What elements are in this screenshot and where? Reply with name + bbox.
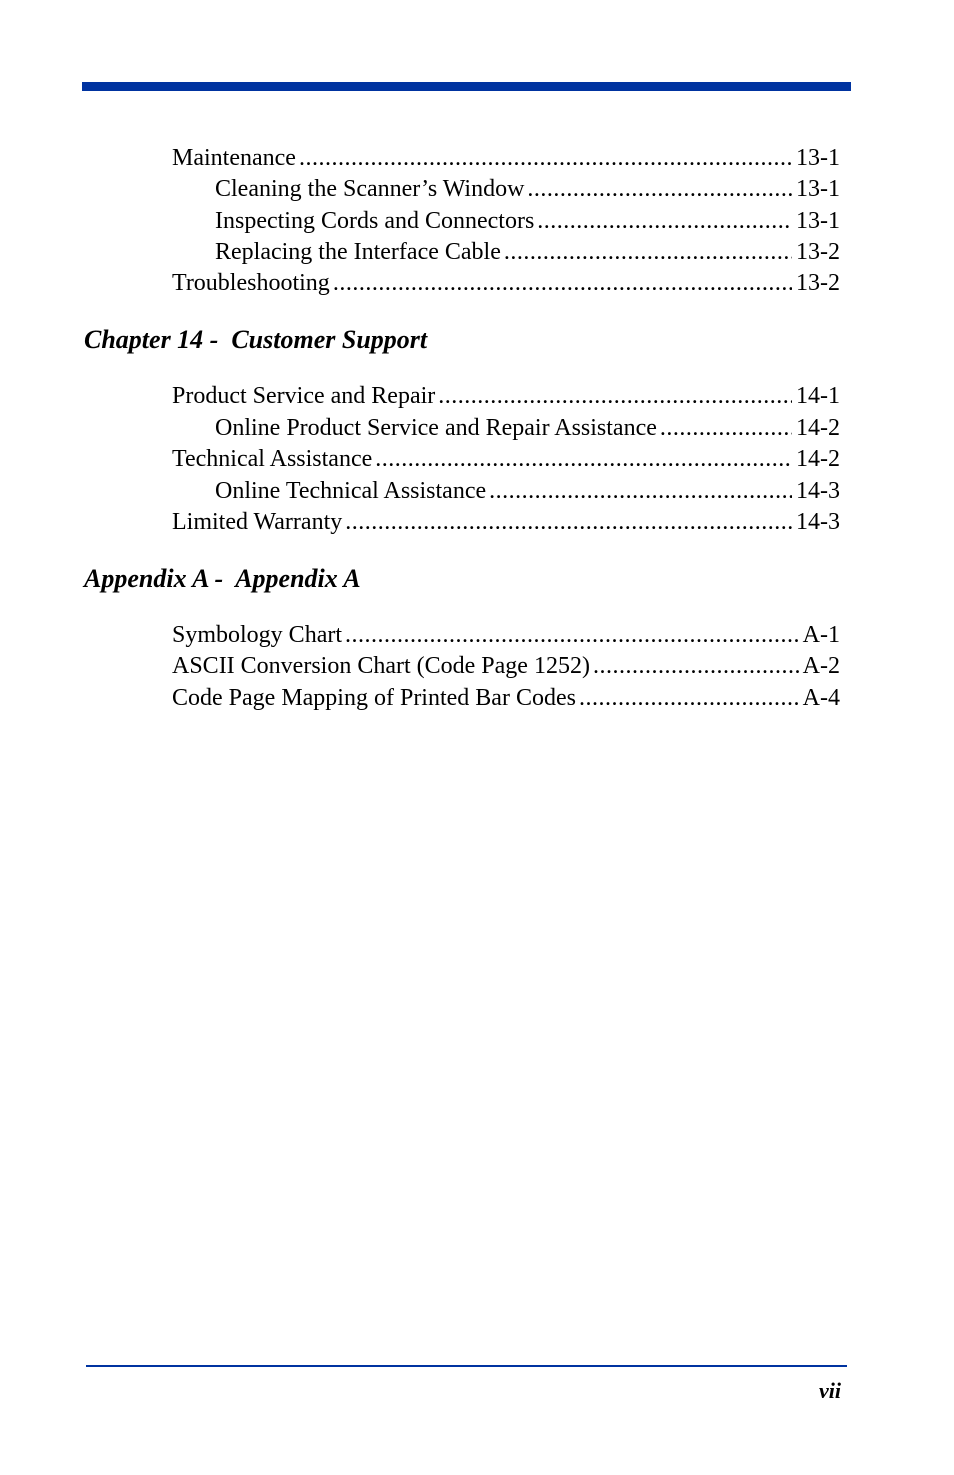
dot-leader: [345, 507, 792, 538]
dot-leader: [660, 413, 792, 444]
dot-leader: [333, 268, 792, 299]
toc-entry-page: 13-2: [796, 239, 840, 265]
footer-rule: [86, 1365, 847, 1367]
dot-leader: [537, 206, 792, 237]
toc-entry-code-page-mapping[interactable]: [172, 683, 840, 714]
toc-entry-page: A-2: [802, 653, 840, 679]
page-number: vii: [819, 1378, 841, 1403]
dot-leader: [345, 620, 799, 651]
toc-entry-product-service[interactable]: [172, 381, 840, 412]
toc-entry-page: 14-1: [796, 383, 840, 409]
toc-entry-page: 14-3: [796, 478, 840, 504]
dot-leader: [593, 651, 799, 682]
toc-entry-technical-assistance[interactable]: [172, 444, 840, 475]
header-rule: [82, 82, 851, 91]
toc-entry-label: Technical Assistance: [172, 446, 373, 472]
chapter-heading: Chapter 14 - Customer Support: [84, 325, 428, 354]
toc-entry-page: 13-1: [796, 176, 840, 202]
toc-entry-online-technical-assistance[interactable]: [215, 476, 840, 507]
toc-entry-page: A-4: [802, 685, 840, 711]
toc-entry-page: A-1: [802, 622, 840, 648]
toc-entry-label: Online Product Service and Repair Assistance: [215, 415, 657, 441]
toc-entry-label: Cleaning the Scanner’s Window: [215, 176, 525, 202]
toc-entry-inspecting-cords[interactable]: [215, 206, 840, 237]
toc-entry-label: Code Page Mapping of Printed Bar Codes: [172, 685, 576, 711]
toc-entry-label: ASCII Conversion Chart (Code Page 1252): [172, 653, 590, 679]
dot-leader: [579, 683, 799, 714]
toc-entry-page: 13-1: [796, 145, 840, 171]
toc-entry-label: Symbology Chart: [172, 622, 343, 648]
dot-leader: [438, 381, 792, 412]
toc-entry-label: Replacing the Interface Cable: [215, 239, 501, 265]
toc-entry-troubleshooting[interactable]: [172, 268, 840, 299]
toc-entry-label: Troubleshooting: [172, 270, 330, 296]
dot-leader: [527, 174, 792, 205]
toc-entry-page: 14-2: [796, 446, 840, 472]
toc-entry-maintenance[interactable]: [172, 143, 840, 174]
toc-entry-ascii-conversion[interactable]: [172, 651, 840, 682]
toc-entry-label: Inspecting Cords and Connectors: [215, 208, 535, 234]
toc-entry-limited-warranty[interactable]: [172, 507, 840, 538]
toc-entry-page: 14-2: [796, 415, 840, 441]
toc-entry-label: Online Technical Assistance: [215, 478, 487, 504]
toc-entry-cleaning-window[interactable]: [215, 174, 840, 205]
dot-leader: [489, 476, 792, 507]
toc-entry-label: Product Service and Repair: [172, 383, 436, 409]
toc-entry-online-product-service[interactable]: [215, 413, 840, 444]
appendix-heading: Appendix A - Appendix A: [84, 564, 361, 593]
toc-entry-symbology-chart[interactable]: [172, 620, 840, 651]
toc-entry-page: 14-3: [796, 509, 840, 535]
dot-leader: [299, 143, 792, 174]
toc-entry-page: 13-2: [796, 270, 840, 296]
toc-entry-label: Maintenance: [172, 145, 296, 171]
dot-leader: [375, 444, 792, 475]
toc-entry-label: Limited Warranty: [172, 509, 343, 535]
toc-entry-replacing-cable[interactable]: [215, 237, 840, 268]
toc-entry-page: 13-1: [796, 208, 840, 234]
dot-leader: [504, 237, 792, 268]
